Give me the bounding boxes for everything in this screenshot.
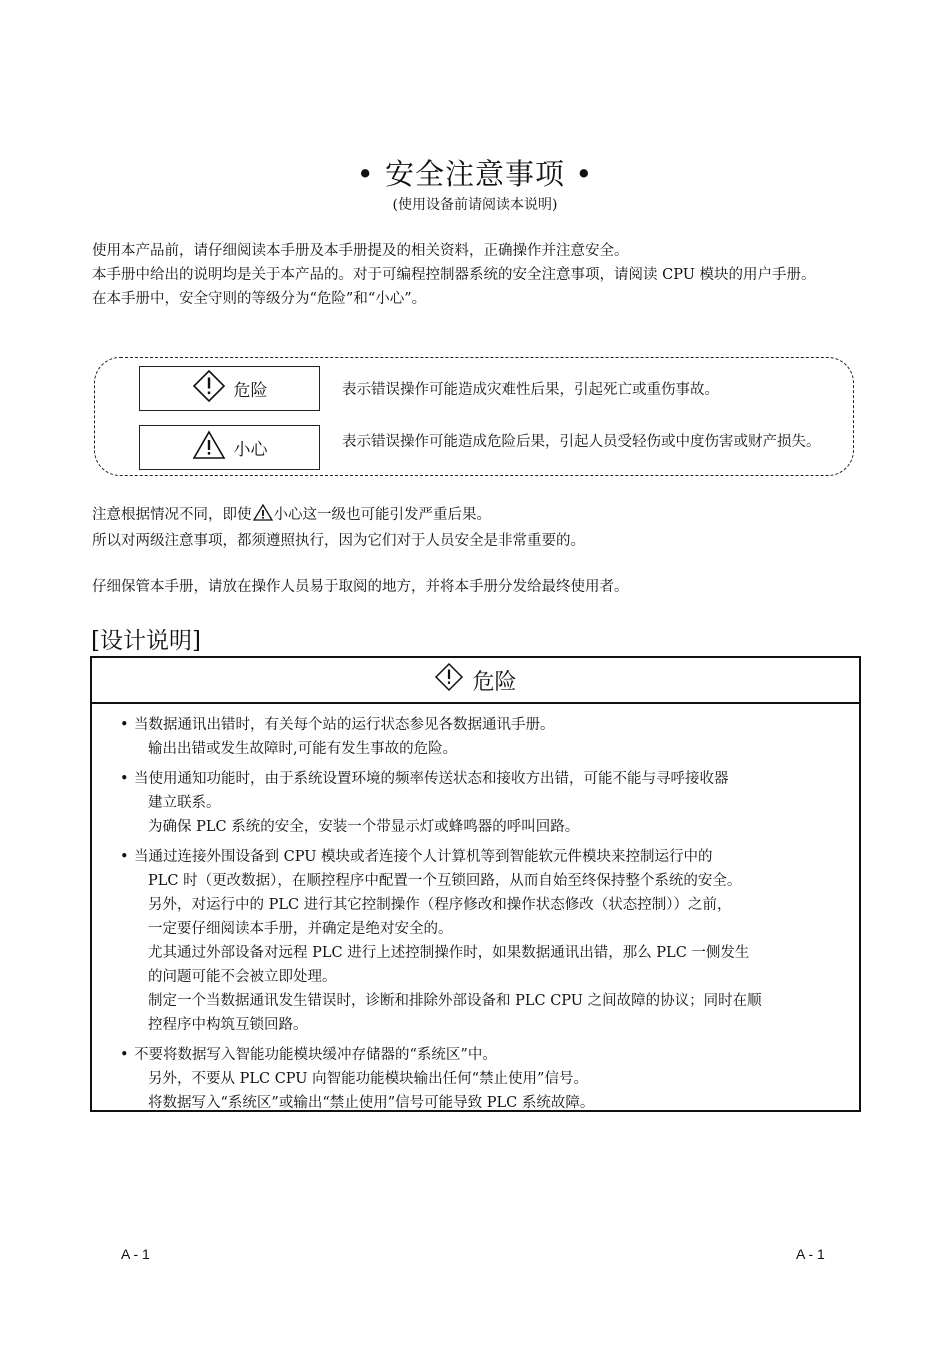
list-item xyxy=(120,1043,839,1115)
list-item-first-line: 当使用通知功能时，由于系统设置环境的频率传送状态和接收方出错，可能不能与寻呼接收器 xyxy=(134,771,729,787)
list-item-line: 建立联系。 xyxy=(148,795,221,811)
bullet-icon: • xyxy=(120,717,129,733)
page-title: • 安全注意事项 • xyxy=(356,157,594,191)
danger-box-header xyxy=(92,658,859,704)
list-item-line: 控程序中构筑互锁回路。 xyxy=(148,1017,308,1033)
list-item-line: 尤其通过外部设备对远程 PLC 进行上述控制操作时，如果数据通讯出错，那么 PLC 一侧发生 xyxy=(148,945,750,961)
triangle-exclamation-icon xyxy=(192,430,226,465)
list-item-line: 为确保 PLC 系统的安全，安装一个带显示灯或蜂鸣器的呼叫回路。 xyxy=(148,819,580,835)
list-item-line: 另外，不要从 PLC CPU 向智能功能模块输出任何“禁止使用”信号。 xyxy=(148,1071,588,1087)
page-number-right: A - 1 xyxy=(796,1246,825,1262)
intro-text xyxy=(92,239,872,311)
note-1-suffix: 小心这一级也可能引发严重后果。 xyxy=(273,507,491,523)
note-1-prefix: 注意根据情况不同，即使 xyxy=(92,507,252,523)
bullet-icon: • xyxy=(120,849,129,865)
legend-caution-text: 小心 xyxy=(233,440,268,460)
list-item-first-line: 不要将数据写入智能功能模块缓冲存储器的“系统区”中。 xyxy=(134,1047,497,1063)
list-item-line: 一定要仔细阅读本手册，并确定是绝对安全的。 xyxy=(148,921,453,937)
list-item xyxy=(120,845,839,1037)
list-item-line: PLC 时（更改数据），在顺控程序中配置一个互锁回路，从而自始至终保持整个系统的安全。 xyxy=(148,873,742,889)
intro-line-3: 在本手册中，安全守则的等级分为“危险”和“小心”。 xyxy=(92,291,427,307)
keep-manual-note xyxy=(92,575,872,599)
list-item-first-line: 当通过连接外围设备到 CPU 模块或者连接个人计算机等到智能软元件模块来控制运行中的 xyxy=(134,849,713,865)
note-line-2: 所以对两级注意事项，都须遵照执行，因为它们对于人员安全是非常重要的。 xyxy=(92,533,585,549)
danger-box-body xyxy=(92,704,859,1115)
legend-caution-label xyxy=(139,425,320,470)
danger-precautions-box xyxy=(90,656,861,1112)
list-item-line: 另外，对运行中的 PLC 进行其它控制操作（程序修改和操作状态修改（状态控制））之前， xyxy=(148,897,732,913)
page-number-left: A - 1 xyxy=(121,1246,150,1262)
diamond-exclamation-icon xyxy=(192,369,226,408)
legend-danger-label xyxy=(139,366,320,411)
page-subtitle: (使用设备前请阅读本说明) xyxy=(392,197,558,213)
list-item xyxy=(120,767,839,839)
note-line-3: 仔细保管本手册，请放在操作人员易于取阅的地方，并将本手册分发给最终使用者。 xyxy=(92,579,629,595)
legend-danger-text: 危险 xyxy=(233,381,268,401)
list-item-first-line: 当数据通讯出错时，有关每个站的运行状态参见各数据通讯手册。 xyxy=(134,717,555,733)
list-item-line: 的问题可能不会被立即处理。 xyxy=(148,969,337,985)
legend-danger-desc: 表示错误操作可能造成灾难性后果，引起死亡或重伤事故。 xyxy=(342,382,719,398)
intro-line-1: 使用本产品前，请仔细阅读本手册及本手册提及的相关资料，正确操作并注意安全。 xyxy=(92,243,629,259)
bullet-icon: • xyxy=(120,1047,129,1063)
danger-box-title: 危险 xyxy=(472,669,517,695)
triangle-exclamation-icon xyxy=(253,504,273,529)
diamond-exclamation-icon xyxy=(434,662,464,698)
list-item xyxy=(120,713,839,761)
list-item-line: 制定一个当数据通讯发生错误时，诊断和排除外部设备和 PLC CPU 之间故障的协议；同时在顺 xyxy=(148,993,762,1009)
bullet-icon: • xyxy=(120,771,129,787)
list-item-line: 将数据写入“系统区”或输出“禁止使用”信号可能导致 PLC 系统故障。 xyxy=(148,1095,595,1111)
section-heading: [设计说明] xyxy=(91,628,201,654)
notes-text xyxy=(92,503,872,553)
legend-caution-desc: 表示错误操作可能造成危险后果，引起人员受轻伤或中度伤害或财产损失。 xyxy=(342,434,821,450)
note-line-1 xyxy=(92,503,872,529)
list-item-line: 输出出错或发生故障时,可能有发生事故的危险。 xyxy=(148,741,458,757)
intro-line-2: 本手册中给出的说明均是关于本产品的。对于可编程控制器系统的安全注意事项，请阅读 CPU 模块的用户手册。 xyxy=(92,267,816,283)
